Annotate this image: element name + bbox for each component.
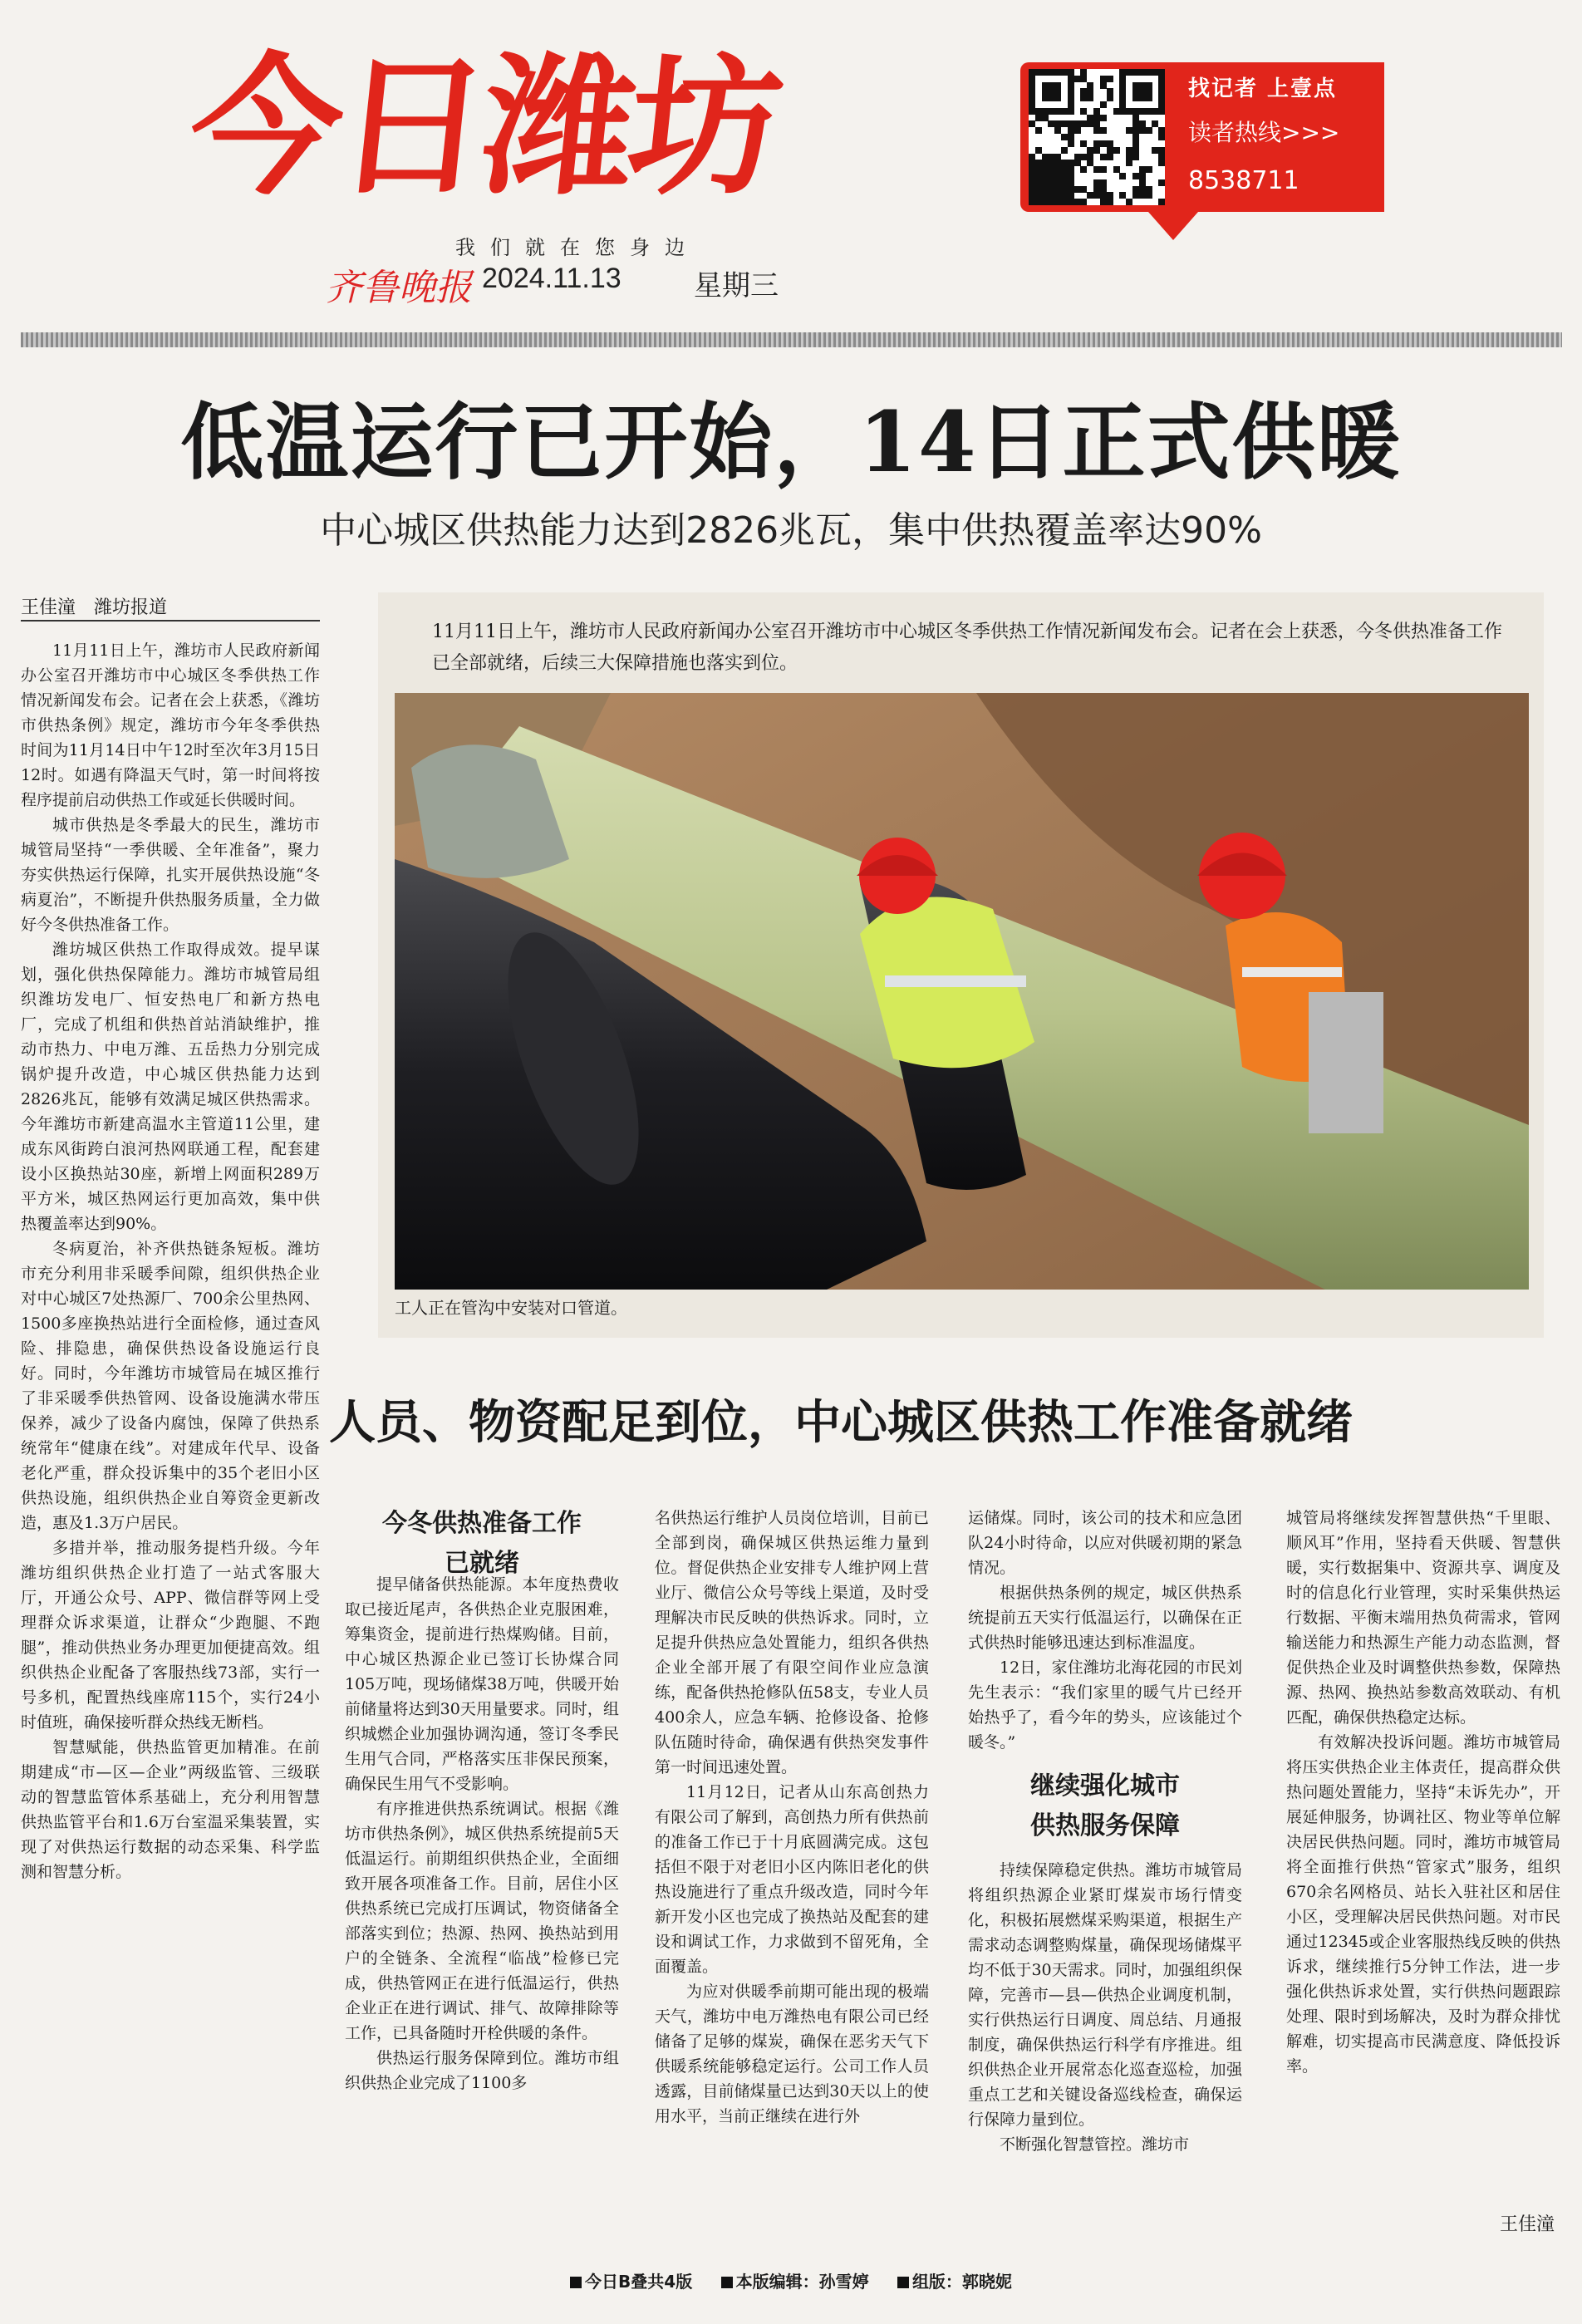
article-author: 王佳潼 xyxy=(1500,2214,1555,2235)
qr-module xyxy=(1093,186,1100,193)
qr-module xyxy=(1080,108,1087,115)
paragraph: 提早储备供热能源。本年度热费收取已接近尾声，各供热企业克服困难，筹集资金，提前进行热煤购储。目前，中心城区热源企业已签订长协煤合同105万吨，现场储煤38万吨，供暖开始前储量将达到30天用量要求。同时，组织城燃企业加强协调沟通，签订冬季民生用气合同，严格落实压非保民预案，确保民生用气不受影响。 xyxy=(345,1575,619,1793)
footer-editor-text: 本版编辑：孙雪婷 xyxy=(735,2272,869,2292)
qr-module xyxy=(1139,192,1146,199)
footer-edition xyxy=(570,2272,692,2292)
qr-module xyxy=(1100,199,1107,205)
qr-module xyxy=(1048,160,1054,166)
qr-module xyxy=(1061,199,1068,205)
paragraph: 不断强化智慧管控。潍坊市 xyxy=(1000,2135,1190,2154)
qr-module xyxy=(1074,127,1081,134)
qr-module xyxy=(1048,166,1054,173)
qr-module xyxy=(1035,173,1042,179)
qr-module xyxy=(1139,88,1146,95)
qr-module xyxy=(1029,69,1035,76)
qr-module xyxy=(1100,101,1107,108)
qr-module xyxy=(1035,108,1042,115)
qr-module xyxy=(1048,69,1054,76)
qr-module xyxy=(1029,186,1035,193)
qr-module xyxy=(1152,69,1158,76)
qr-module xyxy=(1054,88,1061,95)
qr-module xyxy=(1087,115,1093,121)
qr-module xyxy=(1029,179,1035,186)
paragraph: 城市供热是冬季最大的民生，潍坊市城管局坚持“一季供暖、全年准备”，聚力夯实供热运行保障，扎实开展供热设施“冬病夏治”，不断提升供热服务质量，全力做好今冬供热准备工作。 xyxy=(21,816,320,934)
qr-module xyxy=(1054,69,1061,76)
qr-module xyxy=(1054,108,1061,115)
qr-module xyxy=(1107,140,1113,147)
qr-module xyxy=(1068,199,1074,205)
qr-module xyxy=(1035,69,1042,76)
qr-module xyxy=(1054,199,1061,205)
qr-module xyxy=(1087,154,1093,160)
qr-module xyxy=(1158,95,1165,101)
qr-module xyxy=(1158,108,1165,115)
byline-rule xyxy=(21,620,320,622)
qr-module xyxy=(1107,192,1113,199)
subhead-service xyxy=(968,1766,1242,1846)
qr-module xyxy=(1029,76,1035,82)
qr-module xyxy=(1061,160,1068,166)
qr-module xyxy=(1029,173,1035,179)
masthead-divider xyxy=(21,332,1562,347)
qr-module xyxy=(1146,82,1152,89)
paragraph: 持续保障稳定供热。潍坊市城管局将组织热源企业紧盯煤炭市场行情变化，积极拓展燃煤采购渠道，根据生产需求动态调整购煤量，确保现场储煤平均不低于30天需求。同时，加强组织保障，完善市—县—供热企业调度机制，实行供热运行日调度、周总结、月通报制度，确保供热运行科学有序推进。组织供热企业开展常态化巡查巡检，加强重点工艺和关键设备巡线检查，确保运行保障力量到位。 xyxy=(968,1861,1242,2129)
paragraph: 潍坊城区供热工作取得成效。提早谋划，强化供热保障能力。潍坊市城管局组织潍坊发电厂、恒安热电厂和新方热电厂，完成了机组和供热首站消缺维护，推动市热力、中电万潍、五岳热力分别完成锅炉提升改造，中心城区供热能力达到2826兆瓦，能够有效满足城区供热需求。今年潍坊市新建高温水主管道11公里，建成东风街跨白浪河热网联通工程，配套建设小区换热站30座，新增上网面积289万平方米，城区热网运行更加高效，集中供热覆盖率达到90%。 xyxy=(21,941,320,1233)
qr-module xyxy=(1042,179,1049,186)
qr-module xyxy=(1080,154,1087,160)
qr-module xyxy=(1107,199,1113,205)
qr-module xyxy=(1035,199,1042,205)
qr-module xyxy=(1132,69,1139,76)
qr-module xyxy=(1035,179,1042,186)
qr-module xyxy=(1048,95,1054,101)
qr-module xyxy=(1132,82,1139,89)
page-footer xyxy=(0,2268,1582,2292)
paragraph: 有序推进供热系统调试。根据《潍坊市供热条例》，城区供热系统提前5天低温运行。前期组织供热企业，全面细致开展各项准备工作。目前，居住小区供热系统已完成打压调试，物资储备全部落实到位；热源、热网、换热站到用户的全链条、全流程“临战”检修已完成，供热管网正在进行低温运行，供热企业正在进行调试、排气、故障排除等工作，已具备随时开栓供暖的条件。 xyxy=(345,1800,619,2042)
masthead-slogan: 我们就在您身边 xyxy=(455,236,700,259)
qr-module xyxy=(1080,140,1087,147)
qr-module xyxy=(1100,115,1107,121)
qr-module xyxy=(1139,127,1146,134)
qr-module xyxy=(1068,166,1074,173)
qr-module xyxy=(1080,199,1087,205)
qr-module xyxy=(1035,160,1042,166)
qr-module xyxy=(1061,120,1068,127)
hotline-number: 8538711 xyxy=(1188,166,1300,195)
qr-module xyxy=(1068,76,1074,82)
qr-module xyxy=(1107,76,1113,82)
qr-module xyxy=(1054,95,1061,101)
qr-module xyxy=(1087,120,1093,127)
qr-module xyxy=(1042,95,1049,101)
qr-module xyxy=(1074,186,1081,193)
paragraph: 冬病夏治，补齐供热链条短板。潍坊市充分利用非采暖季间隙，组织供热企业对中心城区7处热源厂、700余公里热网、1500多座换热站进行全面检修，通过查风险、排隐患，确保供热设备设施运行良好。同时，今年潍坊市城管局在城区推行了非采暖季供热管网、设备设施满水带压保养，减少了设备内腐蚀，保障了供热系统常年“健康在线”。对建成年代早、设备老化严重，群众投诉集中的35个老旧小区供热设施，组织供热企业自筹资金更新改造，惠及1.3万户居民。 xyxy=(21,1240,320,1532)
qr-module xyxy=(1126,127,1132,134)
paragraph: 城管局将继续发挥智慧供热“千里眼、顺风耳”作用，坚持看天供暖、智慧供暖，实行数据集中、资源共享、调度及时的信息化行业管理，实时采集供热运行数据、平衡末端用热负荷需求，管网输送能力和热源生产能力动态监测，督促供热企业及时调整供热参数，保障热源、热网、换热站参数高效联动、有机匹配，确保供热稳定达标。 xyxy=(1286,1509,1560,1727)
qr-module xyxy=(1158,179,1165,186)
qr-module xyxy=(1080,186,1087,193)
qr-module xyxy=(1068,88,1074,95)
qr-module xyxy=(1074,154,1081,160)
qr-module xyxy=(1119,108,1126,115)
qr-module xyxy=(1152,108,1158,115)
qr-module xyxy=(1029,199,1035,205)
qr-module xyxy=(1054,173,1061,179)
qr-module xyxy=(1068,95,1074,101)
qr-module xyxy=(1146,88,1152,95)
qr-module xyxy=(1132,127,1139,134)
qr-module xyxy=(1146,192,1152,199)
qr-module xyxy=(1126,154,1132,160)
qr-module xyxy=(1132,186,1139,193)
qr-module xyxy=(1100,140,1107,147)
qr-module xyxy=(1100,127,1107,134)
qr-module xyxy=(1029,154,1035,160)
qr-module xyxy=(1132,88,1139,95)
footer-layout-text: 组版：郭晓妮 xyxy=(911,2272,1012,2292)
qr-module xyxy=(1080,76,1087,82)
qr-module xyxy=(1139,108,1146,115)
qr-module xyxy=(1048,108,1054,115)
qr-module xyxy=(1093,108,1100,115)
qr-module xyxy=(1068,140,1074,147)
qr-module xyxy=(1035,192,1042,199)
qr-module xyxy=(1029,95,1035,101)
article-column-4 xyxy=(1286,1506,1560,2202)
qr-module xyxy=(1093,179,1100,186)
qr-module xyxy=(1113,147,1120,154)
qr-module xyxy=(1054,82,1061,89)
qr-code-icon[interactable] xyxy=(1029,69,1165,205)
qr-module xyxy=(1146,69,1152,76)
subhead-line: 已就绪 xyxy=(445,1549,519,1578)
qr-module xyxy=(1139,69,1146,76)
qr-module xyxy=(1042,173,1049,179)
paragraph: 多措并举，推动服务提档升级。今年潍坊组织供热企业打造了一站式客服大厅，开通公众号、APP、微信群等网上受理群众诉求渠道，让群众“少跑腿、不跑腿”，推动供热业务办理更加便捷高效。组织供热企业配备了客服热线73部，实行一号多机，配置热线座席115个，实行24小时值班，确保接听群众热线无断档。 xyxy=(21,1539,320,1732)
qr-module xyxy=(1042,108,1049,115)
hotline-tagline: 找记者 上壹点 xyxy=(1188,76,1338,101)
qr-module xyxy=(1054,166,1061,173)
qr-module xyxy=(1093,192,1100,199)
qr-module xyxy=(1068,134,1074,140)
qr-module xyxy=(1068,108,1074,115)
qr-module xyxy=(1042,69,1049,76)
qr-module xyxy=(1042,166,1049,173)
qr-module xyxy=(1061,179,1068,186)
qr-module xyxy=(1139,186,1146,193)
qr-module xyxy=(1087,147,1093,154)
qr-module xyxy=(1093,127,1100,134)
paragraph: 名供热运行维护人员岗位培训，目前已全部到岗，确保城区供热运维力量到位。督促供热企业安排专人维护网上营业厅、微信公众号等线上渠道，及时受理解决市民反映的供热诉求。同时，立足提升供热应急处置能力，组织各供热企业全部开展了有限空间作业应急演练，配备供热抢修队伍58支，专业人员400余人，应急车辆、抢修设备、抢修队伍随时待命，确保遇有供热突发事件第一时间迅速处置。 xyxy=(655,1509,929,1776)
qr-module xyxy=(1158,82,1165,89)
qr-module xyxy=(1029,101,1035,108)
qr-module xyxy=(1119,88,1126,95)
qr-module xyxy=(1158,88,1165,95)
paragraph: 12日，家住潍坊北海花园的市民刘先生表示：“我们家里的暖气片已经开始热乎了，看今年的势头，应该能过个暖冬。” xyxy=(968,1658,1242,1752)
qr-module xyxy=(1068,186,1074,193)
qr-module xyxy=(1042,115,1049,121)
qr-module xyxy=(1048,192,1054,199)
qr-module xyxy=(1158,69,1165,76)
qr-module xyxy=(1093,166,1100,173)
qr-module xyxy=(1042,186,1049,193)
qr-module xyxy=(1119,101,1126,108)
qr-module xyxy=(1080,95,1087,101)
qr-module xyxy=(1132,154,1139,160)
qr-module xyxy=(1054,154,1061,160)
qr-module xyxy=(1035,186,1042,193)
qr-module xyxy=(1119,82,1126,89)
qr-module xyxy=(1158,127,1165,134)
main-headline: 低温运行已开始，14日正式供暖 xyxy=(180,393,1402,491)
hotline-label: 读者热线>>> xyxy=(1188,119,1340,146)
qr-module xyxy=(1074,120,1081,127)
qr-module xyxy=(1132,108,1139,115)
qr-module xyxy=(1042,88,1049,95)
qr-module xyxy=(1054,179,1061,186)
qr-module xyxy=(1107,147,1113,154)
qr-module xyxy=(1093,115,1100,121)
qr-module xyxy=(1126,160,1132,166)
qr-module xyxy=(1119,76,1126,82)
qr-module xyxy=(1132,192,1139,199)
qr-module xyxy=(1054,127,1061,134)
article-column-2 xyxy=(655,1506,929,2253)
subhead-line: 供热服务保障 xyxy=(1030,1811,1180,1840)
qr-module xyxy=(1158,147,1165,154)
qr-module xyxy=(1074,160,1081,166)
hotline-banner-tail xyxy=(1148,212,1198,240)
qr-module xyxy=(1087,95,1093,101)
qr-module xyxy=(1068,101,1074,108)
qr-module xyxy=(1100,166,1107,173)
qr-module xyxy=(1061,134,1068,140)
qr-module xyxy=(1061,69,1068,76)
paragraph: 运储煤。同时，该公司的技术和应急团队24小时待命，以应对供暖初期的紧急情况。 xyxy=(968,1509,1242,1577)
qr-module xyxy=(1139,120,1146,127)
paragraph: 供热运行服务保障到位。潍坊市组织供热企业完成了1100多 xyxy=(345,2049,619,2092)
qr-module xyxy=(1042,192,1049,199)
footer-editor xyxy=(721,2272,869,2292)
footer-layout xyxy=(897,2272,1012,2292)
qr-module xyxy=(1061,166,1068,173)
footer-edition-text: 今日B叠共4版 xyxy=(585,2272,693,2292)
qr-module xyxy=(1061,192,1068,199)
qr-module xyxy=(1042,199,1049,205)
qr-module xyxy=(1042,160,1049,166)
subhead-line: 今冬供热准备工作 xyxy=(382,1509,582,1538)
qr-module xyxy=(1093,147,1100,154)
qr-module xyxy=(1119,173,1126,179)
qr-module xyxy=(1119,95,1126,101)
qr-module xyxy=(1126,147,1132,154)
qr-module xyxy=(1093,120,1100,127)
photo-caption: 工人正在管沟中安装对口管道。 xyxy=(395,1298,627,1318)
qr-module xyxy=(1158,101,1165,108)
qr-module xyxy=(1158,154,1165,160)
qr-module xyxy=(1100,192,1107,199)
qr-module xyxy=(1139,82,1146,89)
qr-module xyxy=(1087,82,1093,89)
subhead-line: 继续强化城市 xyxy=(1030,1771,1180,1801)
qr-module xyxy=(1126,108,1132,115)
qr-module xyxy=(1146,108,1152,115)
qr-module xyxy=(1048,186,1054,193)
qr-module xyxy=(1068,179,1074,186)
paragraph: 有效解决投诉问题。潍坊市城管局将压实供热企业主体责任，提高群众供热问题处置能力，坚持“未诉先办”，开展延伸服务，协调社区、物业等单位解决居民供热问题。同时，潍坊市城管局将全面推行供热“管家式”服务，组织670余名网格员、站长入驻社区和居住小区，受理解决居民供热问题。对市民通过12345或企业客服热线反映的供热诉求，继续推行5分钟工作法，进一步强化供热诉求处置，实行供热问题跟踪处理、限时到场解决，及时为群众排忧解难，切实提高市民满意度、降低投诉率。 xyxy=(1286,1733,1560,2076)
qr-module xyxy=(1068,173,1074,179)
qr-module xyxy=(1074,199,1081,205)
qr-module xyxy=(1107,95,1113,101)
qr-module xyxy=(1146,95,1152,101)
qr-module xyxy=(1048,199,1054,205)
qr-module xyxy=(1035,115,1042,121)
qr-module xyxy=(1093,140,1100,147)
qr-module xyxy=(1029,166,1035,173)
qr-module xyxy=(1132,173,1139,179)
paragraph: 为应对供暖季前期可能出现的极端天气，潍坊中电万潍热电有限公司已经储备了足够的煤炭，确保在恶劣天气下供暖系统能够稳定运行。公司工作人员透露，目前储煤量已达到30天以上的使用水平，当前正继续在进行外 xyxy=(655,1983,929,2125)
qr-module xyxy=(1107,154,1113,160)
qr-module xyxy=(1048,154,1054,160)
qr-module xyxy=(1029,82,1035,89)
qr-module xyxy=(1158,76,1165,82)
issue-weekday: 星期三 xyxy=(694,269,779,302)
qr-module xyxy=(1119,69,1126,76)
paragraph: 11月11日上午，潍坊市人民政府新闻办公室召开潍坊市中心城区冬季供热工作情况新闻发布会。记者在会上获悉，《潍坊市供热条例》规定，潍坊市今年冬季供热时间为11月14日中午12时至次年3月15日12时。如遇有降温天气时，第一时间将按程序提前启动供热工作或延长供暖时间。 xyxy=(21,641,320,809)
qr-module xyxy=(1054,120,1061,127)
qr-module xyxy=(1048,82,1054,89)
qr-module xyxy=(1132,95,1139,101)
qr-module xyxy=(1132,140,1139,147)
qr-module xyxy=(1139,179,1146,186)
qr-module xyxy=(1158,160,1165,166)
qr-module xyxy=(1061,147,1068,154)
qr-module xyxy=(1029,192,1035,199)
paper-name: 齐鲁晚报 xyxy=(326,267,472,309)
qr-module xyxy=(1107,88,1113,95)
qr-module xyxy=(1068,160,1074,166)
qr-module xyxy=(1042,154,1049,160)
qr-module xyxy=(1087,88,1093,95)
qr-module xyxy=(1035,166,1042,173)
qr-module xyxy=(1068,120,1074,127)
qr-module xyxy=(1132,120,1139,127)
news-photo-pipeline-workers xyxy=(395,693,1529,1290)
article-column-1 xyxy=(345,1572,619,2253)
qr-module xyxy=(1139,95,1146,101)
qr-module xyxy=(1029,88,1035,95)
qr-module xyxy=(1146,166,1152,173)
qr-module xyxy=(1061,186,1068,193)
issue-date: 2024.11.13 xyxy=(482,263,622,294)
qr-module xyxy=(1100,154,1107,160)
qr-module xyxy=(1146,186,1152,193)
qr-module xyxy=(1068,82,1074,89)
qr-module xyxy=(1132,147,1139,154)
qr-module xyxy=(1068,69,1074,76)
qr-module xyxy=(1029,120,1035,127)
qr-module xyxy=(1113,108,1120,115)
qr-module xyxy=(1087,192,1093,199)
qr-module xyxy=(1100,82,1107,89)
main-subheadline: 中心城区供热能力达到2826兆瓦，集中供热覆盖率达90% xyxy=(320,509,1262,552)
qr-module xyxy=(1054,186,1061,193)
qr-module xyxy=(1152,147,1158,154)
qr-module xyxy=(1139,166,1146,173)
qr-module xyxy=(1029,108,1035,115)
qr-module xyxy=(1048,88,1054,95)
qr-module xyxy=(1048,179,1054,186)
qr-module xyxy=(1113,166,1120,173)
qr-module xyxy=(1068,192,1074,199)
qr-module xyxy=(1126,199,1132,205)
qr-module xyxy=(1100,179,1107,186)
qr-module xyxy=(1139,173,1146,179)
article-column-3 xyxy=(968,1506,1242,2253)
qr-module xyxy=(1132,134,1139,140)
qr-module xyxy=(1080,69,1087,76)
qr-module xyxy=(1146,127,1152,134)
qr-module xyxy=(1074,76,1081,82)
qr-module xyxy=(1061,173,1068,179)
qr-module xyxy=(1048,120,1054,127)
qr-module xyxy=(1087,160,1093,166)
paragraph: 根据供热条例的规定，城区供热系统提前五天实行低温运行，以确保在正式供热时能够迅速达到标准温度。 xyxy=(968,1584,1242,1652)
qr-module xyxy=(1048,173,1054,179)
qr-module xyxy=(1054,192,1061,199)
masthead-logo: 今日潍坊 xyxy=(181,39,786,215)
qr-module xyxy=(1126,69,1132,76)
qr-module xyxy=(1042,82,1049,89)
paragraph: 智慧赋能，供热监管更加精准。在前期建成“市—区—企业”两级监管、三级联动的智慧监管体系基础上，充分利用智慧供热监管平台和1.6万台室温采集装置，实现了对供热运行数据的动态采集、科学监测和智慧分析。 xyxy=(21,1738,320,1881)
paragraph: 11月12日，记者从山东高创热力有限公司了解到，高创热力所有供热前的准备工作已于十月底圆满完成。这包括但不限于对老旧小区内陈旧老化的供热设施进行了重点升级改造，同时今年新开发小区也完成了换热站及配套的建设和调试工作，力求做到不留死角，全面覆盖。 xyxy=(655,1783,929,1976)
photo-lead-caption: 11月11日上午，潍坊市人民政府新闻办公室召开潍坊市中心城区冬季供热工作情况新闻发布会。记者在会上获悉，今冬供热准备工作已全部就绪，后续三大保障措施也落实到位。 xyxy=(432,622,1502,674)
qr-module xyxy=(1080,88,1087,95)
qr-module xyxy=(1158,134,1165,140)
qr-module xyxy=(1054,160,1061,166)
qr-module xyxy=(1158,199,1165,205)
byline: 王佳潼 潍坊报道 xyxy=(21,597,168,618)
qr-module xyxy=(1080,120,1087,127)
qr-module xyxy=(1100,186,1107,193)
qr-module xyxy=(1152,120,1158,127)
qr-module xyxy=(1035,147,1042,154)
qr-module xyxy=(1029,160,1035,166)
qr-module xyxy=(1068,127,1074,134)
qr-module xyxy=(1035,127,1042,134)
qr-module xyxy=(1100,76,1107,82)
qr-module xyxy=(1132,115,1139,121)
qr-module xyxy=(1119,192,1126,199)
qr-module xyxy=(1080,166,1087,173)
qr-module xyxy=(1061,108,1068,115)
section-headline: 人员、物资配足到位，中心城区供热工作准备就绪 xyxy=(329,1395,1353,1450)
